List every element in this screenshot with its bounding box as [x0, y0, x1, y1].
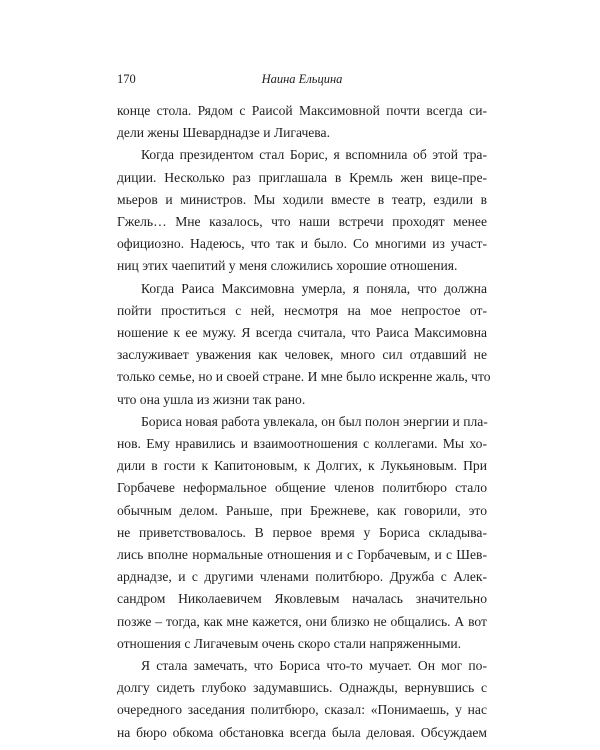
text-line: ниц этих чаепитий у меня сложились хорошие отношения. — [117, 258, 458, 274]
text-line: заслуживает уважения как человек, много сил отдавший не — [117, 347, 487, 363]
paragraph — [117, 100, 487, 144]
text-line: мьеров и министров. Мы ходили вместе в театр, ездили в — [117, 191, 487, 207]
text-line: Гжель… Мне казалось, что наши встречи проходят менее — [117, 214, 487, 230]
text-line: долгу сидеть глубоко задумавшись. Однажды, вернувшись с — [117, 680, 487, 696]
paragraph — [117, 411, 487, 655]
text-line: пойти проститься с ней, несмотря на мое непростое от- — [117, 302, 487, 318]
text-line: что она ушла из жизни так рано. — [117, 391, 306, 407]
text-line: Я стала замечать, что Бориса что-то мучает. Он мог по- — [141, 658, 487, 674]
body-text — [117, 100, 491, 744]
text-line: Бориса новая работа увлекала, он был полон энергии и пла- — [141, 413, 488, 429]
text-line: не приветствовалось. В первое время у Бориса складыва- — [117, 524, 487, 540]
text-line: очередного заседания политбюро, сказал: «Понимаешь, у нас — [117, 702, 487, 718]
running-title: Наина Ельцина — [261, 72, 343, 86]
text-line: Когда президентом стал Борис, я вспомнила об этой тра- — [141, 147, 487, 163]
text-line: позже – тогда, как мне кажется, они близко не общались. А вот — [117, 613, 487, 629]
page-number: 170 — [117, 72, 136, 86]
text-line: на бюро обкома обстановка всегда была деловая. Обсуждаем — [117, 724, 487, 740]
text-line: дили в гости к Капитоновым, к Долгих, к Лукьяновым. При — [117, 458, 487, 474]
text-line: конце стола. Рядом с Раисой Максимовной почти всегда си- — [117, 103, 487, 118]
text-line: обычным делом. Раньше, при Брежневе, как говорили, это — [117, 502, 487, 518]
text-line: диции. Несколько раз приглашала в Кремль жен вице-пре- — [117, 169, 487, 185]
text-line: нов. Ему нравились и взаимоотношения с коллегами. Мы хо- — [117, 436, 487, 452]
text-line: сандром Николаевичем Яковлевым началась значительно — [117, 591, 487, 607]
paragraph — [117, 278, 491, 411]
text-line: официозно. Надеюсь, что так и было. Со многими из участ- — [117, 236, 487, 252]
paragraph — [117, 144, 487, 277]
text-line: ношение к ее мужу. Я всегда считала, что Раиса Максимовна — [117, 325, 487, 341]
page-header — [117, 72, 487, 88]
text-line: отношения с Лигачевым очень скоро стали напряженными. — [117, 635, 462, 651]
text-line: дели жены Шеварднадзе и Лигачева. — [117, 125, 330, 141]
paragraph — [117, 655, 487, 744]
text-line: Когда Раиса Максимовна умерла, я поняла, что должна — [141, 280, 487, 296]
text-line: только семье, но и своей стране. И мне было искренне жаль, что — [117, 369, 491, 385]
text-line: Горбачеве неформальное общение членов политбюро стало — [117, 480, 487, 496]
text-line: лись вполне нормальные отношения и с Горбачевым, и с Шев- — [117, 547, 487, 563]
text-line: арднадзе, и с другими членами политбюро. Дружба с Алек- — [117, 569, 487, 585]
